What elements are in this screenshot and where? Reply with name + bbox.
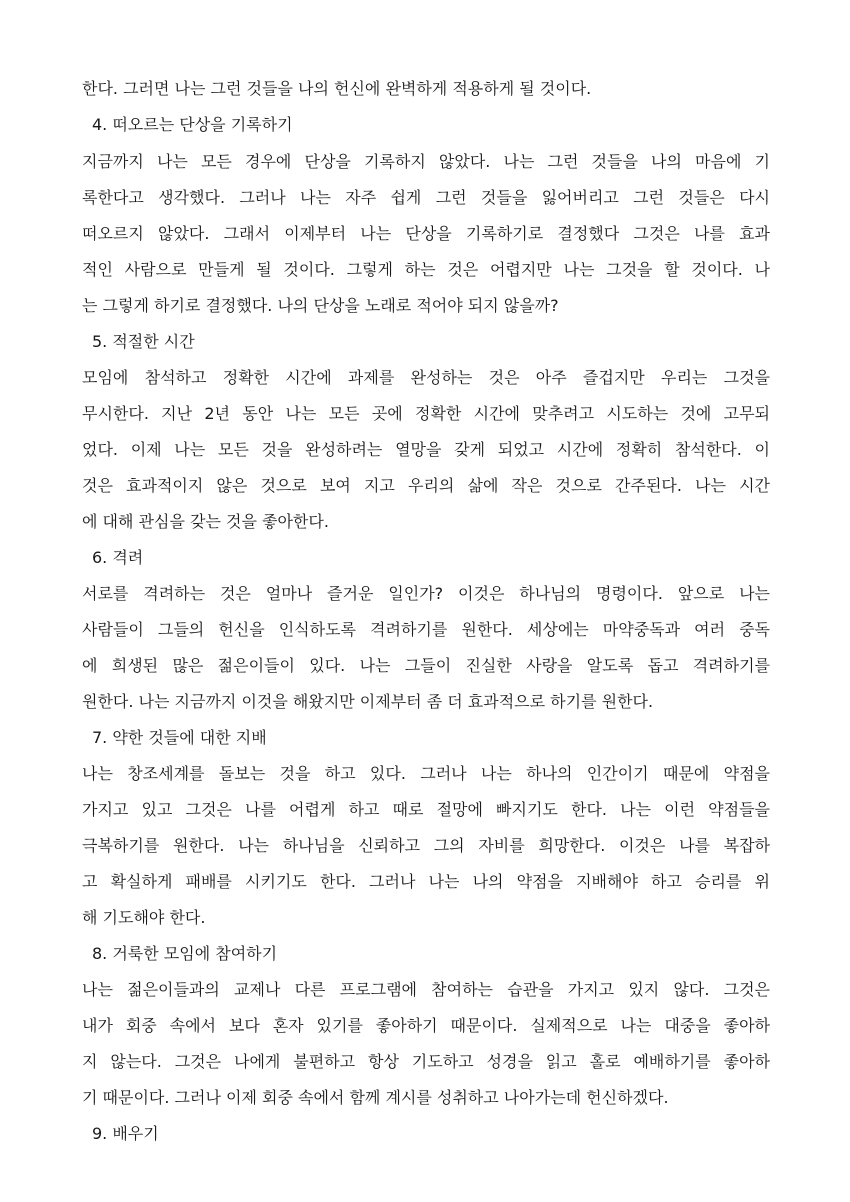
text-line: 고 확실하게 패배를 시키기도 한다. 그러나 나는 나의 약점을 지배해야 하고 승리를 위 — [82, 872, 770, 891]
text-line: 해 기도해야 한다. — [82, 908, 206, 927]
section-heading: 4. 떠오르는 단상을 기록하기 — [92, 115, 293, 134]
text-line: 나는 젊은이들과의 교제나 다른 프로그램에 참여하는 습관을 가지고 있지 않다. 그것은 — [82, 980, 770, 999]
text-line: 것은 효과적이지 않은 것으로 보여 지고 우리의 삶에 작은 것으로 간주된다. 나는 시간 — [82, 476, 770, 495]
text-line: 원한다. 나는 지금까지 이것을 해왔지만 이제부터 좀 더 효과적으로 하기를 원한다. — [82, 692, 654, 711]
text-line: 떠오르지 않았다. 그래서 이제부터 나는 단상을 기록하기로 결정했다 그것은 나를 효과 — [82, 224, 770, 243]
text-line: 록한다고 생각했다. 그러나 나는 자주 쉽게 그런 것들을 잃어버리고 그런 것들은 다시 — [82, 188, 770, 207]
section-heading: 7. 약한 것들에 대한 지배 — [92, 728, 267, 747]
text-line: 나는 창조세계를 돌보는 것을 하고 있다. 그러나 나는 하나의 인간이기 때문에 약점을 — [82, 764, 770, 783]
text-line: 모임에 참석하고 정확한 시간에 과제를 완성하는 것은 아주 즐겁지만 우리는 그것을 — [82, 368, 770, 387]
text-line: 극복하기를 원한다. 나는 하나님을 신뢰하고 그의 자비를 희망한다. 이것은 나를 복잡하 — [82, 836, 770, 855]
section-heading: 8. 거룩한 모임에 참여하기 — [92, 944, 278, 963]
text-line: 에 대해 관심을 갖는 것을 좋아한다. — [82, 512, 329, 531]
text-line: 에 희생된 많은 젊은이들이 있다. 나는 그들이 진실한 사랑을 알도록 돕고 격려하기를 — [82, 656, 770, 675]
text-line: 기 때문이다. 그러나 이제 회중 속에서 함께 계시를 성취하고 나아가는데 헌신하겠다. — [82, 1088, 669, 1107]
section-heading: 5. 적절한 시간 — [92, 332, 195, 351]
text-line: 서로를 격려하는 것은 얼마나 즐거운 일인가? 이것은 하나님의 명령이다. 앞으로 나는 — [82, 584, 770, 603]
text-line: 무시한다. 지난 2년 동안 나는 모든 곳에 정확한 시간에 맞추려고 시도하는 것에 고무되 — [82, 404, 770, 423]
text-line: 내가 회중 속에서 보다 혼자 있기를 좋아하기 때문이다. 실제적으로 나는 대중을 좋아하 — [82, 1016, 770, 1035]
text-line: 한다. 그러면 나는 그런 것들을 나의 헌신에 완벽하게 적용하게 될 것이다. — [82, 79, 592, 98]
text-line: 지금까지 나는 모든 경우에 단상을 기록하지 않았다. 나는 그런 것들을 나의 마음에 기 — [82, 152, 770, 171]
text-line: 적인 사람으로 만들게 될 것이다. 그렇게 하는 것은 어렵지만 나는 그것을 할 것이다. 나 — [82, 260, 770, 279]
text-line: 사람들이 그들의 헌신을 인식하도록 격려하기를 원한다. 세상에는 마약중독과 여러 중독 — [82, 620, 770, 639]
section-heading: 9. 배우기 — [92, 1124, 159, 1143]
section-heading: 6. 격려 — [92, 548, 144, 567]
text-line: 가지고 있고 그것은 나를 어렵게 하고 때로 절망에 빠지기도 한다. 나는 이런 약점들을 — [82, 800, 770, 819]
text-line: 지 않는다. 그것은 나에게 불편하고 항상 기도하고 성경을 읽고 홀로 예배하기를 좋아하 — [82, 1052, 770, 1071]
text-line: 었다. 이제 나는 모든 것을 완성하려는 열망을 갖게 되었고 시간에 정확히 참석한다. 이 — [82, 440, 770, 459]
text-line: 는 그렇게 하기로 결정했다. 나의 단상을 노래로 적어야 되지 않을까? — [82, 296, 559, 315]
